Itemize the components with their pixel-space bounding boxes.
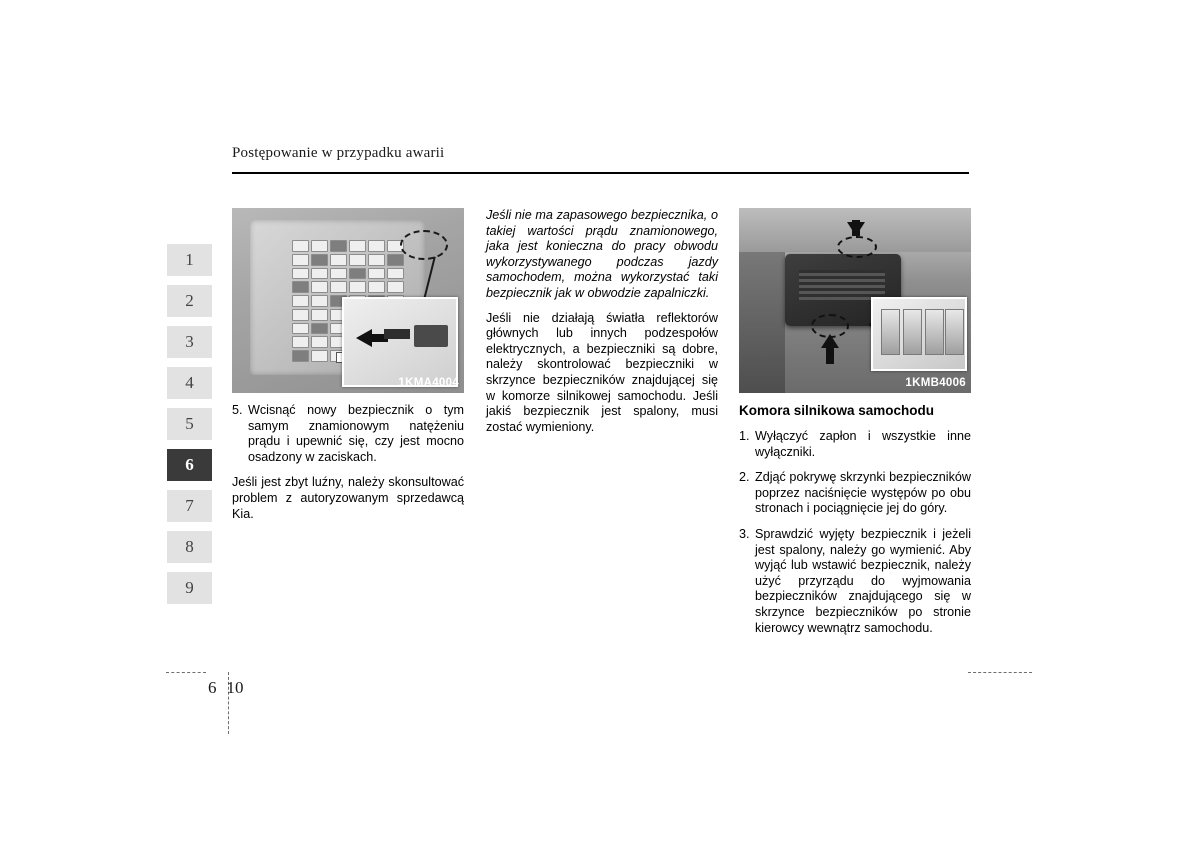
column-one [232,208,464,531]
figure-code-label: 1KMB4006 [905,377,966,389]
step-5-number: 5. [232,403,243,417]
relay-4 [945,309,964,355]
header-divider [232,172,969,174]
figure-fuse-closeup [232,208,464,393]
chapter-tab-5[interactable]: 5 [167,408,212,440]
step-5-text: Wcisnąć nowy bezpiecznik o tym samym znamionowym natężeniu prądu i upewnić się, czy jest mocno osadzony w zaciskach. [248,403,464,464]
chapter-tab-1[interactable]: 1 [167,244,212,276]
figure-engine-bay [739,208,971,393]
chapter-tab-strip [167,244,212,613]
engine-step-1-number: 1. [739,429,750,443]
chapter-tab-4[interactable]: 4 [167,367,212,399]
press-up-arrow-icon [821,334,839,348]
page-folio [208,678,244,698]
relay-1 [881,309,900,355]
engine-step-3-text: Sprawdzić wyjęty bezpiecznik i jeżeli jest spalony, należy go wymienić. Aby wyjąć lub wstawić bezpiecznik, należy użyć przyrządu do wyjmowania bezpieczników znajdującego się w skrzynce bezpieczników po stronie kierowcy wewnątrz samochodu. [755,526,971,635]
footer-rule-right [968,672,1032,674]
column-two [486,208,718,444]
engine-step-2-text: Zdjąć pokrywę skrzynki bezpieczników poprzez naciśnięcie występów po obu stronach i pociągnięcie jej do góry. [755,470,971,516]
chapter-tab-3[interactable]: 3 [167,326,212,358]
engine-step-2-number: 2. [739,470,750,485]
chapter-tab-8[interactable]: 8 [167,531,212,563]
fuse-element [414,325,448,347]
press-down-arrow-icon [847,222,865,236]
column2-paragraph: Jeśli nie działają światła reflektorów głównych lub innych podzespołów elektrycznych, a bezpieczniki są dobre, należy skontrolować bezpieczniki w skrzynce bezpieczników znajdującej się w komorze silnikowej samochodu. Jeśli jakiś bezpiecznik jest spalony, musi zostać wymieniony. [486,310,718,434]
insert-arrow-icon [356,329,372,347]
chapter-tab-2[interactable]: 2 [167,285,212,317]
relay-2 [903,309,922,355]
engine-step-2 [739,470,971,517]
engine-step-1 [739,429,971,460]
engine-components [739,252,785,393]
page-header-title: Postępowanie w przypadku awarii [232,145,445,161]
engine-step-1-text: Wyłączyć zapłon i wszystkie inne wyłączniki. [755,429,971,459]
chapter-tab-9[interactable]: 9 [167,572,212,604]
step-5 [232,403,464,465]
fuse-callout-circle [400,230,448,260]
column-three [739,208,971,646]
fuse-inset-detail [342,297,458,387]
engine-step-3 [739,527,971,636]
footer-rule-left [166,672,206,674]
chapter-tab-7[interactable]: 7 [167,490,212,522]
folio-chapter: 6 [208,678,217,697]
column1-note: Jeśli jest zbyt luźny, należy skonsultować problem z autoryzowanym sprzedawcą Kia. [232,475,464,521]
relay-3 [925,309,944,355]
folio-page: 10 [226,678,244,697]
section-heading: Komora silnikowa samochodu [739,403,935,418]
engine-fuse-inset-detail [871,297,967,371]
chapter-tab-6[interactable]: 6 [167,449,212,481]
figure-code-label: 1KMA4004 [398,377,459,389]
column2-italic-paragraph: Jeśli nie ma zapasowego bezpiecznika, o takiej wartości prądu znamionowego, jaka jest konieczna do pracy obwodu wykorzystywanego podczas jazdy samochodem, można wykorzystać taki bezpiecznik jak w obwodzie zapalniczki. [486,208,718,300]
engine-step-3-number: 3. [739,526,750,541]
fuse-puller-tool [384,329,410,339]
fuse-box-tab-top-marker [837,236,877,258]
